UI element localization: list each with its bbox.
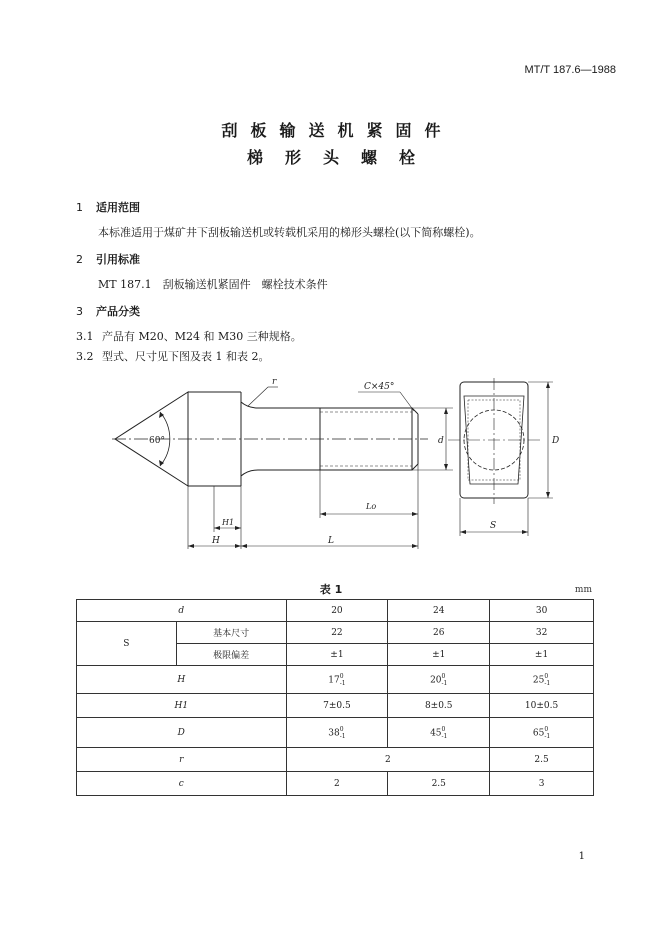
header-d: d xyxy=(77,600,287,622)
h-value: 200 -1 xyxy=(388,666,490,694)
h-value: 170 -1 xyxy=(286,666,388,694)
s-nominal-value: 32 xyxy=(490,622,594,644)
header-r: r xyxy=(77,748,287,772)
label-L: L xyxy=(328,536,334,546)
d-value: 24 xyxy=(388,600,490,622)
s-tolerance-label: 极限偏差 xyxy=(176,644,286,666)
d-value: 30 xyxy=(490,600,594,622)
table-row xyxy=(77,694,594,718)
document-subtitle: 梯形头螺栓 xyxy=(246,148,437,167)
standard-code: MT/T 187.6—1988 xyxy=(524,64,616,76)
c-value: 2.5 xyxy=(388,772,490,796)
leader-r xyxy=(248,387,268,406)
neck-fillet xyxy=(241,402,258,408)
header-c: c xyxy=(77,772,287,796)
clause-3-2: 3.2 型式、尺寸见下图及表 1 和表 2。 xyxy=(76,350,270,363)
label-H1: H1 xyxy=(222,518,235,527)
document-title: 刮板输送机紧固件 xyxy=(221,121,454,140)
page-number: 1 xyxy=(578,851,585,862)
label-angle: 60° xyxy=(149,436,165,446)
clause-3-1: 3.1 产品有 M20、M24 和 M30 三种规格。 xyxy=(76,330,302,343)
section-2-heading: 2 引用标准 xyxy=(76,253,140,266)
s-tolerance-value: ±1 xyxy=(286,644,388,666)
table-row xyxy=(77,772,594,796)
r-value: 2 xyxy=(286,748,490,772)
h1-value: 10±0.5 xyxy=(490,694,594,718)
label-chamfer: C×45° xyxy=(364,382,395,392)
h1-value: 8±0.5 xyxy=(388,694,490,718)
table-row xyxy=(77,666,594,694)
header-D: D xyxy=(77,718,287,748)
table-unit: mm xyxy=(574,585,592,595)
d-value: 20 xyxy=(286,600,388,622)
D-value: 380 -1 xyxy=(286,718,388,748)
s-nominal-value: 26 xyxy=(388,622,490,644)
header-h1: H1 xyxy=(77,694,287,718)
label-S: S xyxy=(490,521,497,531)
h-value: 250 -1 xyxy=(490,666,594,694)
section-1-heading: 1 适用范围 xyxy=(76,201,140,214)
header-h: H xyxy=(77,666,287,694)
section-1-body: 本标准适用于煤矿井下刮板输送机或转载机采用的梯形头螺栓(以下简称螺栓)。 xyxy=(98,226,481,239)
bolt-drawing xyxy=(108,374,568,560)
label-Lo: Lo xyxy=(366,502,377,511)
r-value: 2.5 xyxy=(490,748,594,772)
table-row xyxy=(77,622,594,644)
table-caption: 表 1 xyxy=(319,583,343,596)
D-value: 650 -1 xyxy=(490,718,594,748)
D-value: 450 -1 xyxy=(388,718,490,748)
label-H: H xyxy=(212,536,220,546)
c-value: 3 xyxy=(490,772,594,796)
header-s: S xyxy=(77,622,177,666)
label-r: r xyxy=(272,377,277,387)
table-row xyxy=(77,748,594,772)
s-nominal-label: 基本尺寸 xyxy=(176,622,286,644)
table-row xyxy=(77,600,594,622)
s-tolerance-value: ±1 xyxy=(388,644,490,666)
h1-value: 7±0.5 xyxy=(286,694,388,718)
label-D: D xyxy=(552,436,560,446)
c-value: 2 xyxy=(286,772,388,796)
s-nominal-value: 22 xyxy=(286,622,388,644)
table-row xyxy=(77,718,594,748)
s-tolerance-value: ±1 xyxy=(490,644,594,666)
spec-table xyxy=(76,599,594,796)
section-3-heading: 3 产品分类 xyxy=(76,305,140,318)
section-2-body: MT 187.1 刮板输送机紧固件 螺栓技术条件 xyxy=(98,278,328,291)
label-d: d xyxy=(438,436,444,446)
